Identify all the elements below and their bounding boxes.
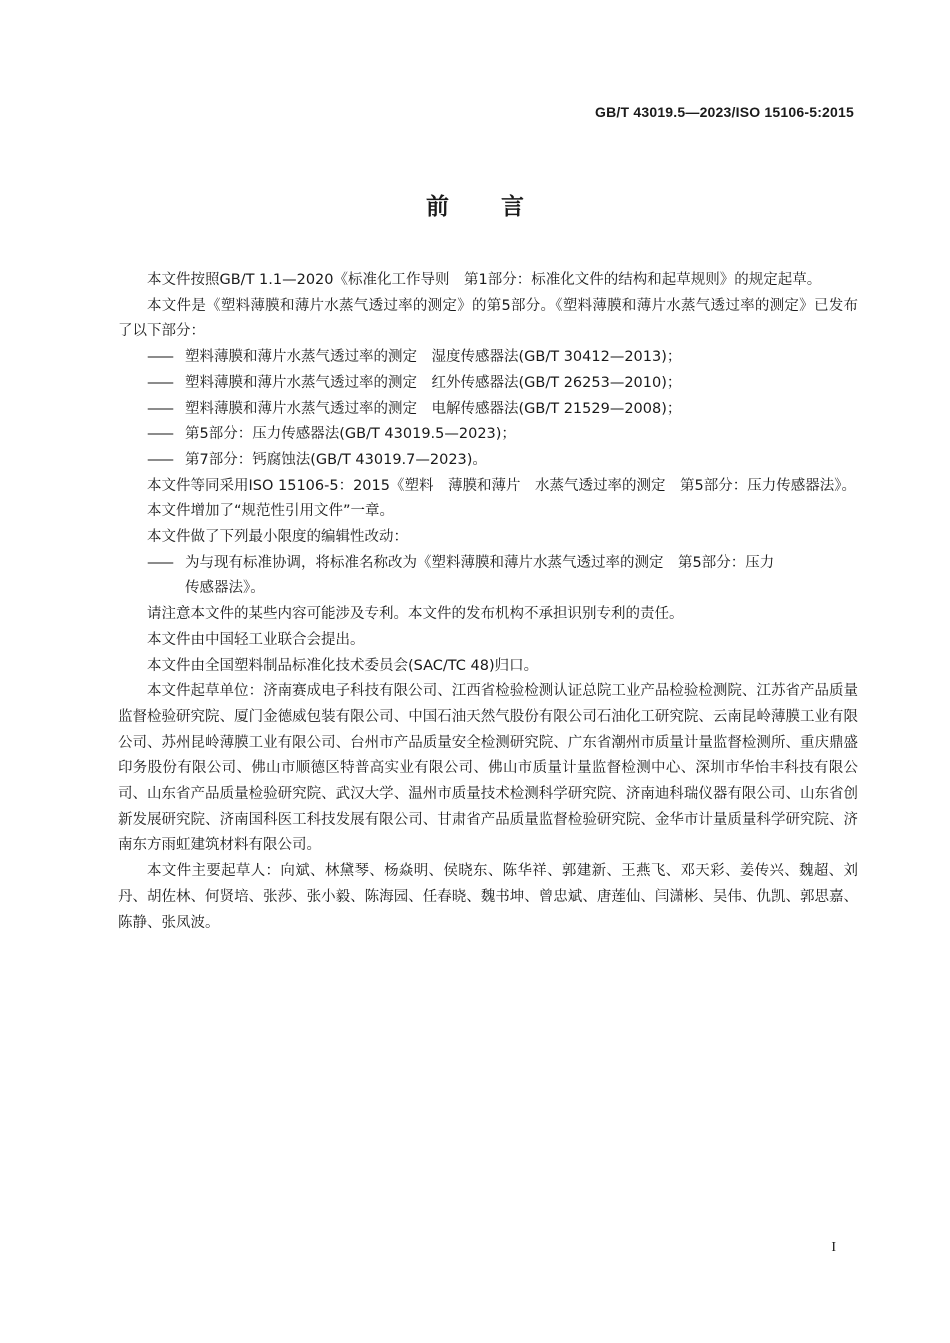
list-item: —— 第5部分：压力传感器法(GB/T 43019.5—2023)； xyxy=(147,426,516,443)
paragraph-patent-notice: 请注意本文件的某些内容可能涉及专利。本文件的发布机构不承担识别专利的责任。 xyxy=(147,606,684,623)
title-char-1: 前 xyxy=(426,194,449,220)
list-item: —— 塑料薄膜和薄片水蒸气透过率的测定 电解传感器法(GB/T 21529—2008)； xyxy=(147,400,682,417)
foreword-body xyxy=(118,268,858,936)
title-char-2: 言 xyxy=(501,194,524,220)
paragraph-committee: 本文件由全国塑料制品标准化技术委员会(SAC/TC 48)归口。 xyxy=(147,657,539,674)
list-item: —— 塑料薄膜和薄片水蒸气透过率的测定 湿度传感器法(GB/T 30412—2013)； xyxy=(147,349,682,366)
paragraph-proposed-by: 本文件由中国轻工业联合会提出。 xyxy=(147,631,365,648)
paragraph-drafting-rules: 本文件按照GB/T 1.1—2020《标准化工作导则 第1部分：标准化文件的结构和起草规则》的规定起草。 xyxy=(147,272,822,288)
page-number: I xyxy=(831,1240,836,1255)
paragraph-added-chapter: 本文件增加了“规范性引用文件”一章。 xyxy=(147,503,395,520)
list-item: —— 第7部分：钙腐蚀法(GB/T 43019.7—2023)。 xyxy=(147,451,487,468)
paragraph-part-info: 本文件是《塑料薄膜和薄片水蒸气透过率的测定》的第5部分。《塑料薄膜和薄片水蒸气透过率的测定》已发布了以下部分： xyxy=(118,297,858,340)
standard-code: GB/T 43019.5—2023/ISO 15106-5:2015 xyxy=(595,104,854,120)
paragraph-drafters: 本文件主要起草人：向斌、林黛琴、杨焱明、侯晓东、陈华祥、郭建新、王燕飞、邓天彩、姜传兴、魏超、刘丹、胡佐林、何贤培、张莎、张小毅、陈海园、任春晓、魏书坤、曾忠斌、唐莲仙、闫潇彬、吴伟、仇凯、郭思嘉、陈静、张凤波。 xyxy=(118,863,858,931)
list-item-editorial: —— 为与现有标准协调，将标准名称改为《塑料薄膜和薄片水蒸气透过率的测定 第5部分：压力 传感器法》。 xyxy=(147,554,775,597)
paragraph-editorial-changes: 本文件做了下列最小限度的编辑性改动： xyxy=(147,529,408,546)
page-title xyxy=(0,188,950,221)
list-item: —— 塑料薄膜和薄片水蒸气透过率的测定 红外传感器法(GB/T 26253—2010)； xyxy=(147,374,682,391)
paragraph-drafting-units: 本文件起草单位：济南赛成电子科技有限公司、江西省检验检测认证总院工业产品检验检测院、江苏省产品质量监督检验研究院、厦门金德威包装有限公司、中国石油天然气股份有限公司石油化工研究院、云南昆岭薄膜工业有限公司、苏州昆岭薄膜工业有限公司、台州市产品质量安全检测研究院、广东省潮州市质量计量监督检测所、重庆鼎盛印务股份有限公司、佛山市顺德区特普高实业有限公司、佛山市质量计量监督检测中心、深圳市华怡丰科技有限公司、山东省产品质量检验研究院、武汉大学、温州市质量技术检测科学研究院、济南迪科瑞仪器有限公司、山东省创新发展研究院、济南国科医工科技发展有限公司、甘肃省产品质量监督检验研究院、金华市计量质量科学研究院、济南东方雨虹建筑材料有限公司。 xyxy=(118,683,858,854)
paragraph-iso-adoption: 本文件等同采用ISO 15106-5：2015《塑料 薄膜和薄片 水蒸气透过率的测定 第5部分：压力传感器法》。 xyxy=(147,477,856,494)
